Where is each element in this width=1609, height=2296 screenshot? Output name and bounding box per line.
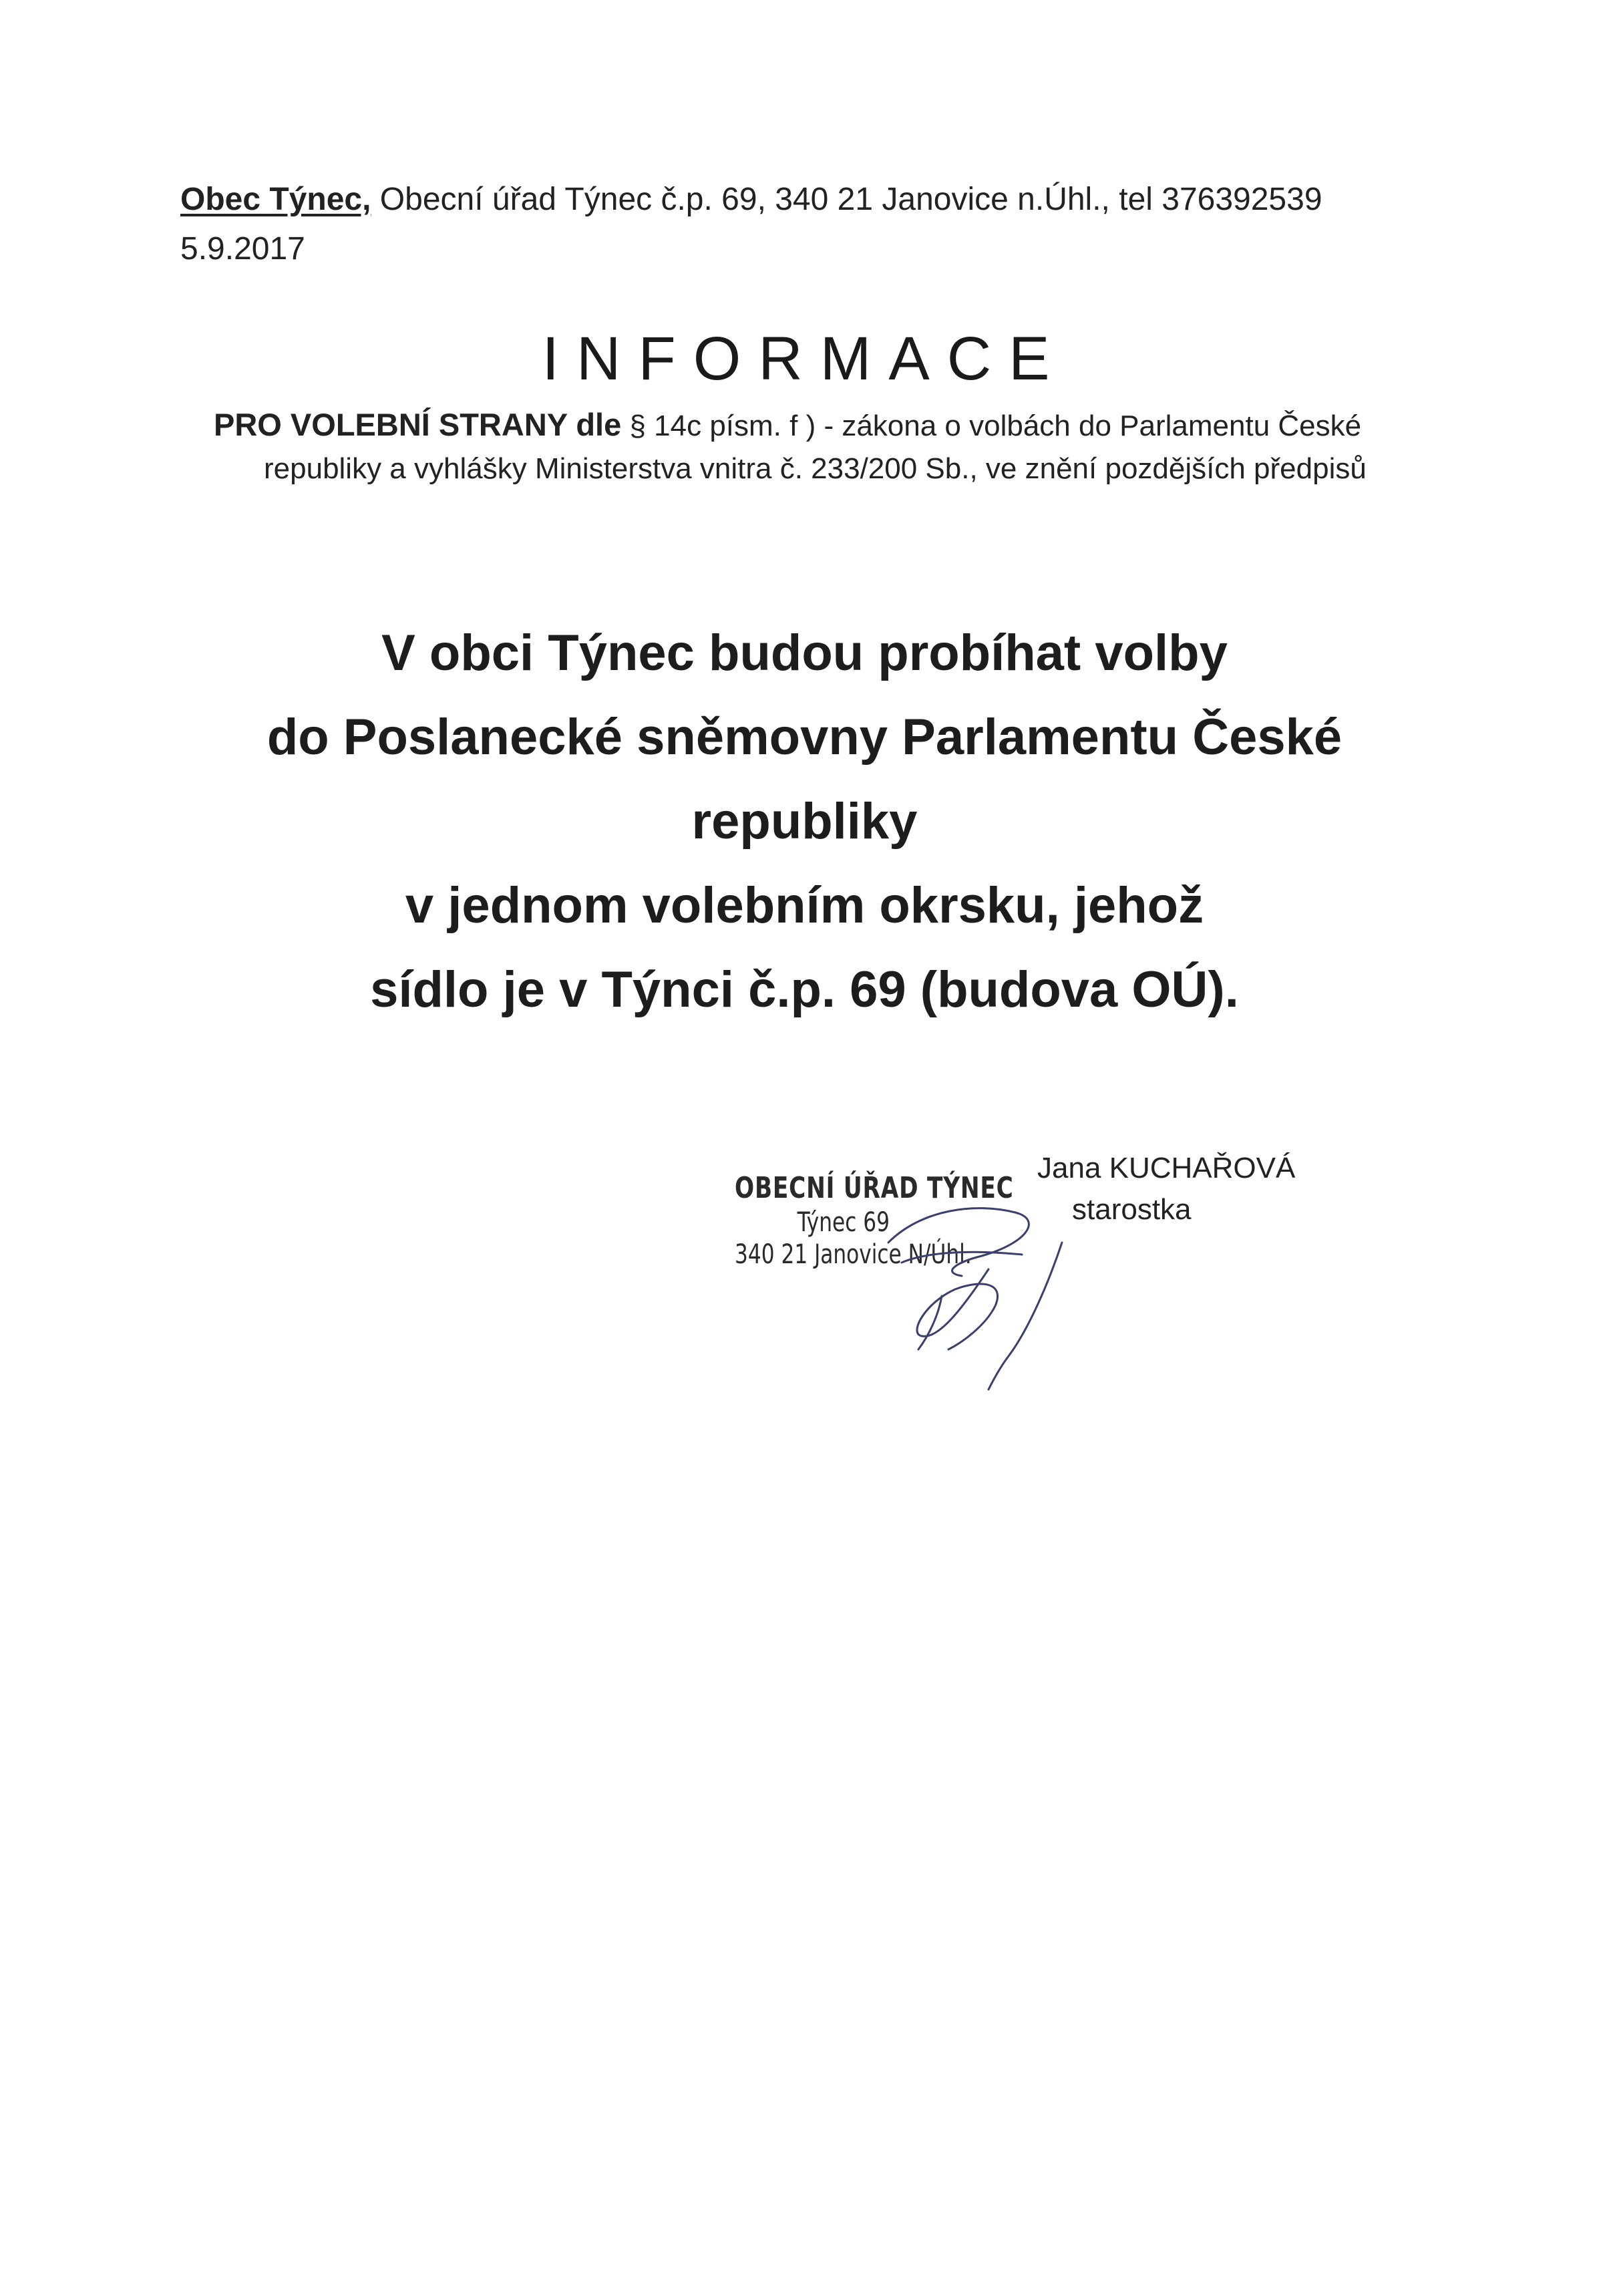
document-date: 5.9.2017: [180, 231, 305, 267]
office-address: Obecní úřad Týnec č.p. 69, 340 21 Janovice n.Úhl., tel 376392539: [371, 182, 1322, 217]
signatory-role: starostka: [1072, 1193, 1192, 1226]
announcement-line: sídlo je v Týnci č.p. 69 (budova OÚ).: [370, 961, 1239, 1018]
legal-reference: [214, 403, 1416, 490]
announcement-line: republiky: [691, 793, 918, 850]
legal-reference-text: § 14c písm. f ) - zákona o volbách do Parlamentu České: [621, 409, 1362, 442]
municipality-name: Obec Týnec,: [180, 182, 371, 217]
announcement-line: v jednom volebním okrsku, jehož: [405, 877, 1204, 934]
stamp-line-street: Týnec 69: [797, 1207, 890, 1238]
stamp-line-office: OBECNÍ ÚŘAD TÝNEC: [735, 1171, 1014, 1205]
letterhead: [180, 175, 1322, 274]
signatory-name: Jana KUCHAŘOVÁ: [1037, 1152, 1296, 1184]
legal-reference-lead: PRO VOLEBNÍ STRANY dle: [214, 407, 622, 442]
announcement-line: do Poslanecké sněmovny Parlamentu České: [266, 709, 1343, 766]
document-title: INFORMACE: [542, 325, 1067, 393]
stamp-line-city: 340 21 Janovice N/Úhl.: [735, 1239, 972, 1270]
announcement-body: [0, 611, 1609, 1032]
announcement-line: V obci Týnec budou probíhat volby: [381, 625, 1228, 681]
legal-reference-line2: republiky a vyhlášky Ministerstva vnitra č. 233/200 Sb., ve znění pozdějších předpisů: [264, 452, 1367, 485]
signatory: [1037, 1148, 1295, 1231]
